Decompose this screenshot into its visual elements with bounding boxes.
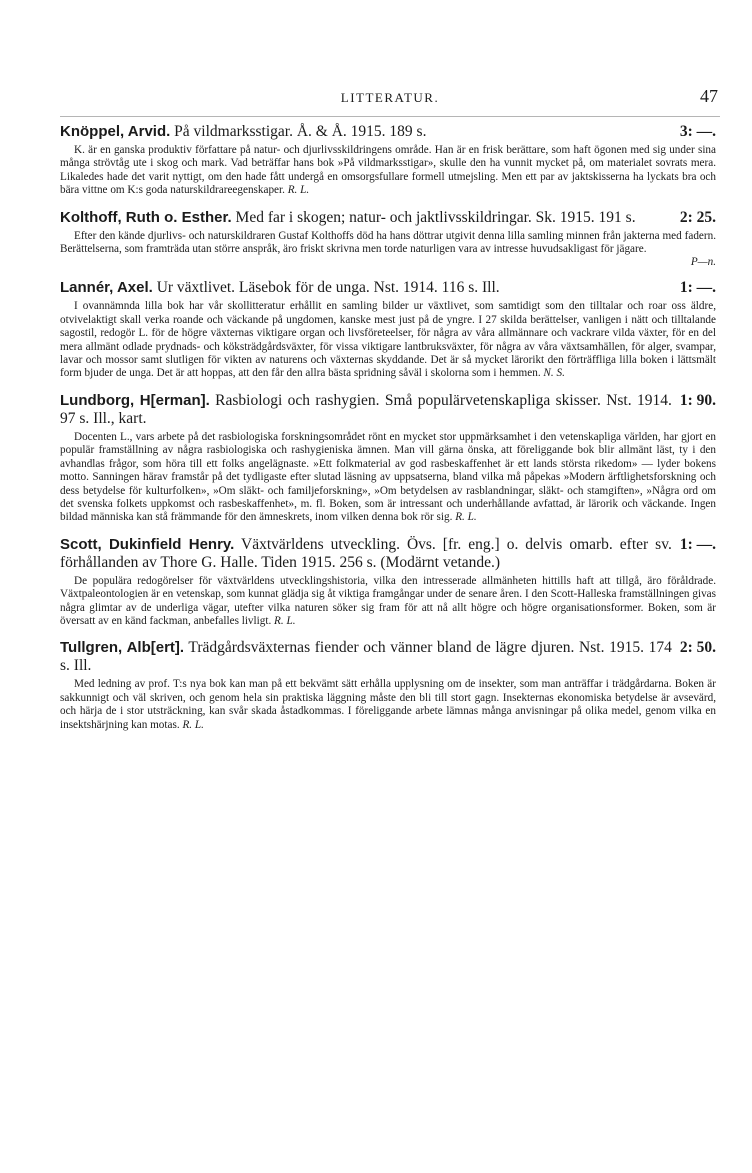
entry-title: Trädgårdsväxternas fiender och vänner bland de lägre djuren. Nst. 1915. 174 s. Ill. [60, 639, 672, 675]
entry-author: Kolthoff, Ruth o. Esther. [60, 208, 232, 226]
page-header [60, 86, 720, 117]
review-list [60, 123, 716, 743]
entry-author: Knöppel, Arvid. [60, 123, 171, 140]
entry-title: Växtvärldens utveckling. Övs. [fr. eng.] o. delvis omarb. efter sv. förhållanden av Thore G. Halle. Tiden 1915. 256 s. (Modärnt vetande.) [60, 535, 672, 571]
entry-signature: P—n. [690, 256, 716, 269]
page-number: 47 [700, 86, 718, 106]
entry-heading [60, 279, 716, 297]
review-entry [60, 279, 716, 380]
running-title: LITTERATUR. [340, 90, 440, 105]
entry-body: Efter den kände djurlivs- och naturskildraren Gustaf Kolthoffs död ha hans döttrar utgivit denna lilla samling minnen från jakterna med fadern. Berättelserna, som framträda utan större anspråk, äro friskt skrivna men torde naturligen vara av intresse huvudsakligast för jägare. [60, 229, 716, 256]
entry-heading [60, 209, 716, 227]
entry-review-text [60, 678, 716, 732]
entry-author: Tullgren, Alb[ert]. [60, 639, 185, 657]
review-entry [60, 123, 716, 198]
entry-author: Lundborg, H[erman]. [60, 391, 210, 409]
entry-price: 1: —. [679, 279, 716, 297]
entry-review-text [60, 300, 716, 380]
review-entry [60, 392, 716, 525]
entry-body: Docenten L., vars arbete på det rasbiologiska forskningsområdet rönt en mycket stor uppmärksamhet i den vetenskapliga världen, har gjort en populär framställning av några rasbiologiska och rashygieniska ämnen. Man vill gärna önska, att föreliggande bok blir allmänt läst, ty i den avhandlas frågor, som höra till ett folks angelägnaste. »Ett folkmaterial av god rasbeskaffenhet är ett lands största rikedom» — lyder bokens motto. Sanningen härav framstår på det tydligaste efter slutad läsning av uppsatserna, bland vilka må påpekas »Modern ärftlighetsforskning och dess betydelse för kulturfolken», »Om släkt- och familjeforskning», »Om betydelsen av rasblandningar, släkt- och stamgiften», »Några ord om det svenska folkets uppkomst och rasbeskaffenhet», m. fl. Boken, som är intressant och underhållande avfattad, är lärorik och väckande. Ingen bildad människa kan stå främmande för den ämneskrets, inom vilken denna bok rör sig. [60, 430, 716, 524]
entry-author: Scott, Dukinfield Henry. [60, 535, 235, 553]
entry-title: Rasbiologi och rashygien. Små populärvetenskapliga skisser. Nst. 1914. 97 s. Ill., kart. [60, 391, 672, 427]
entry-price: 1: —. [679, 535, 716, 553]
review-entry [60, 536, 716, 629]
entry-signature: R. L. [287, 184, 310, 197]
entry-author: Lannér, Axel. [60, 279, 153, 297]
entry-title: På vildmarksstigar. Å. & Å. 1915. 189 s. [170, 123, 427, 140]
entry-signature: N. S. [543, 367, 565, 380]
entry-review-text [60, 431, 716, 525]
entry-body: I ovannämnda lilla bok har vår skollitteratur erhållit en samling bilder ur växtlivet, som samtidigt som den tilltalar och roar oss äldre, otvivelaktigt skall verka roande och väckande på ungdomen, kanske mest just på de yngre. I 27 skilda berättelser, vanligen i nätt och tilltalande sagostil, redogör L. för de högre växternas viktigare organ och livsföreteelser, för några av våra allmännare och vackrare vilda växter, för en del mera allmänt odlade prydnads- och köksträdgårdsväxter, för vissa viktigare lantbruksväxter, för några av våra växtsamhällen, för alger, svampar, lavar och mossor samt slutligen för vikten av naturens och växternas skyddande. Det är så mycket lärorikt den förträffliga lilla boken i lättsmält form bjuder de unga. Det är att hoppas, att den får den allra bästa spridning såväl i skolorna som i hemmen. [60, 300, 716, 380]
entry-price: 2: 25. [679, 208, 716, 226]
entry-heading [60, 639, 716, 675]
entry-title: Med far i skogen; natur- och jaktlivsskildringar. Sk. 1915. 191 s. [231, 208, 636, 226]
review-entry [60, 209, 716, 269]
entry-body: De populära redogörelser för växtvärldens utvecklingshistoria, vilka den intresserade allmänheten hittills haft att tillgå, äro föråldrade. Växtpaleontologien är en vetenskap, som kunnat glädja sig åt viktiga framgångar under de senare åren. I den Scott-Halleska framställningen givas några glimtar av de underliga vägar, utefter vilka naturen söker sig fram för att nå allt högre och högre organisationsformer. Boken, som är översatt av en känd fackman, anbefalles livligt. [60, 574, 716, 627]
entry-review-text [60, 575, 716, 629]
review-entry [60, 639, 716, 732]
entry-signature: R. L. [455, 511, 477, 524]
entry-heading [60, 123, 716, 141]
entry-signature: R. L. [274, 614, 296, 627]
entry-review-text [60, 144, 716, 198]
entry-title: Ur växtlivet. Läsebok för de unga. Nst. 1914. 116 s. Ill. [152, 279, 500, 297]
entry-body: Med ledning av prof. T:s nya bok kan man på ett bekvämt sätt erhålla upplysning om de insekter, som man anträffar i trädgårdarna. Boken är sakkunnigt och väl skriven, och genom hela sin praktiska läggning måste den bli till stort gagn. Insekternas ekonomiska betydelse är avsevärd, och härja de i stor utsträckning, kan svår skada åstadkommas. I föreliggande arbete lämnas många anvisningar på olika medel, genom vilka en insektshärjning kan motas. [60, 678, 716, 731]
entry-price: 1: 90. [679, 391, 716, 409]
entry-heading [60, 392, 716, 428]
entry-price: 3: —. [679, 123, 716, 140]
entry-heading [60, 536, 716, 572]
entry-body: K. är en ganska produktiv författare på natur- och djurlivsskildringens område. Han är en frisk berättare, som haft ögonen med sig under sina många strövtåg ute i skog och mark. Vad beträffar hans bok »På vildmarksstigar», skulle den ha vunnit mycket på, om materialet sovrats mera. Likaledes hade det varit nyttigt, om den hade fått undergå en omsorgsfullare formell utmejsling. Men ett par av jaktskisserna ha lyckats bra och bära vittne om K:s goda naturskildrareegenskaper. [60, 144, 716, 197]
entry-review-text [60, 230, 716, 257]
entry-signature: R. L. [182, 718, 204, 731]
entry-price: 2: 50. [679, 639, 716, 657]
